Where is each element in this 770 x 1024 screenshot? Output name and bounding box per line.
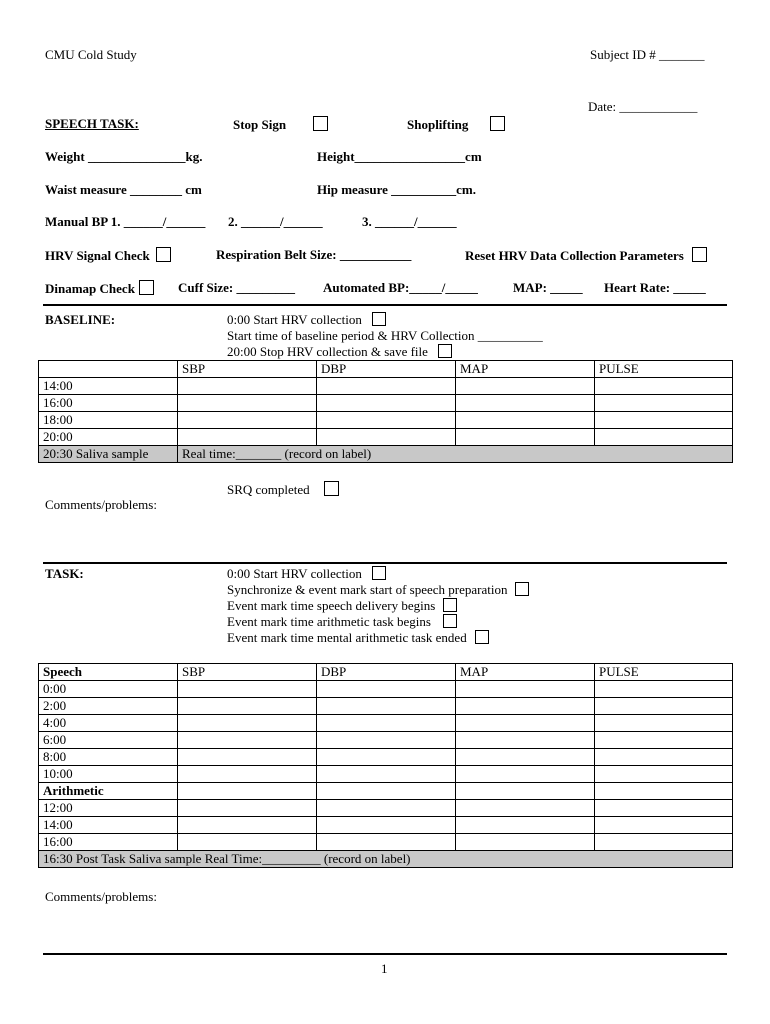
task-step-sync-label: Synchronize & event mark start of speech preparation bbox=[227, 582, 508, 597]
map-cell[interactable] bbox=[456, 783, 595, 800]
baseline-step-start bbox=[227, 312, 386, 328]
baseline-comments-label: Comments/problems: bbox=[45, 497, 157, 512]
table-header-row bbox=[39, 664, 733, 681]
task-sync-checkbox[interactable] bbox=[515, 582, 529, 596]
table-row bbox=[39, 732, 733, 749]
time-cell: 14:00 bbox=[39, 378, 178, 395]
pulse-cell[interactable] bbox=[595, 378, 733, 395]
table-row bbox=[39, 681, 733, 698]
time-cell: 14:00 bbox=[39, 817, 178, 834]
map-cell[interactable] bbox=[456, 681, 595, 698]
srq-checkbox[interactable] bbox=[324, 481, 339, 496]
dbp-cell[interactable] bbox=[317, 378, 456, 395]
dbp-cell[interactable] bbox=[317, 681, 456, 698]
pulse-cell[interactable] bbox=[595, 834, 733, 851]
baseline-stop-checkbox[interactable] bbox=[438, 344, 452, 358]
arithmetic-label: Arithmetic bbox=[39, 783, 178, 800]
stop-sign-label: Stop Sign bbox=[233, 117, 287, 132]
sbp-cell[interactable] bbox=[178, 800, 317, 817]
task-step-delivery-label: Event mark time speech delivery begins bbox=[227, 598, 436, 613]
table-row bbox=[39, 800, 733, 817]
table-header-cell: SBP bbox=[178, 361, 317, 378]
sbp-cell[interactable] bbox=[178, 834, 317, 851]
table-header-cell: MAP bbox=[456, 664, 595, 681]
sbp-cell[interactable] bbox=[178, 732, 317, 749]
pulse-cell[interactable] bbox=[595, 766, 733, 783]
section-divider bbox=[43, 562, 727, 564]
time-cell: 10:00 bbox=[39, 766, 178, 783]
arithmetic-header-row bbox=[39, 783, 733, 800]
section-divider bbox=[43, 304, 727, 306]
pulse-cell[interactable] bbox=[595, 783, 733, 800]
baseline-step-start-time[interactable]: Start time of baseline period & HRV Collection __________ bbox=[227, 328, 543, 343]
stop-sign-option bbox=[233, 116, 328, 133]
map-field[interactable]: MAP: _____ bbox=[513, 280, 583, 295]
table-row bbox=[39, 817, 733, 834]
dbp-cell[interactable] bbox=[317, 698, 456, 715]
manual-bp-3-field[interactable]: 3. ______/______ bbox=[362, 214, 457, 229]
dbp-cell[interactable] bbox=[317, 715, 456, 732]
sbp-cell[interactable] bbox=[178, 395, 317, 412]
table-header-cell: DBP bbox=[317, 664, 456, 681]
dbp-cell[interactable] bbox=[317, 766, 456, 783]
table-row bbox=[39, 698, 733, 715]
map-cell[interactable] bbox=[456, 698, 595, 715]
pulse-cell[interactable] bbox=[595, 749, 733, 766]
map-cell[interactable] bbox=[456, 715, 595, 732]
task-label: TASK: bbox=[45, 566, 84, 581]
weight-field[interactable]: Weight _______________kg. bbox=[45, 149, 203, 164]
shoplifting-checkbox[interactable] bbox=[490, 116, 505, 131]
saliva-time-field[interactable]: Real time:_______ (record on label) bbox=[178, 446, 733, 463]
task-delivery-checkbox[interactable] bbox=[443, 598, 457, 612]
task-table bbox=[38, 663, 733, 868]
dinamap-option bbox=[45, 280, 154, 297]
sbp-cell[interactable] bbox=[178, 783, 317, 800]
task-step-start-label: 0:00 Start HRV collection bbox=[227, 566, 362, 581]
task-step-arith-begin bbox=[227, 614, 457, 630]
table-header-cell: PULSE bbox=[595, 664, 733, 681]
time-cell: 18:00 bbox=[39, 412, 178, 429]
sbp-cell[interactable] bbox=[178, 749, 317, 766]
baseline-table bbox=[38, 360, 733, 463]
task-step-arith-end-label: Event mark time mental arithmetic task ended bbox=[227, 630, 467, 645]
time-cell: 6:00 bbox=[39, 732, 178, 749]
pulse-cell[interactable] bbox=[595, 800, 733, 817]
sbp-cell[interactable] bbox=[178, 766, 317, 783]
sbp-cell[interactable] bbox=[178, 378, 317, 395]
saliva-row bbox=[39, 446, 733, 463]
table-header-cell: DBP bbox=[317, 361, 456, 378]
shoplifting-label: Shoplifting bbox=[407, 117, 469, 132]
cuff-size-field[interactable]: Cuff Size: _________ bbox=[178, 280, 295, 295]
table-header-cell bbox=[39, 361, 178, 378]
table-row bbox=[39, 378, 733, 395]
map-cell[interactable] bbox=[456, 817, 595, 834]
time-cell: 20:00 bbox=[39, 429, 178, 446]
task-start-checkbox[interactable] bbox=[372, 566, 386, 580]
saliva-label: 20:30 Saliva sample bbox=[39, 446, 178, 463]
pulse-cell[interactable] bbox=[595, 732, 733, 749]
table-row bbox=[39, 715, 733, 732]
map-cell[interactable] bbox=[456, 412, 595, 429]
sbp-cell[interactable] bbox=[178, 429, 317, 446]
time-cell: 4:00 bbox=[39, 715, 178, 732]
table-row bbox=[39, 429, 733, 446]
task-comments-label: Comments/problems: bbox=[45, 889, 157, 904]
hrv-check-checkbox[interactable] bbox=[156, 247, 171, 262]
map-cell[interactable] bbox=[456, 395, 595, 412]
hip-field[interactable]: Hip measure __________cm. bbox=[317, 182, 476, 197]
dbp-cell[interactable] bbox=[317, 429, 456, 446]
dbp-cell[interactable] bbox=[317, 749, 456, 766]
resp-belt-field[interactable]: Respiration Belt Size: ___________ bbox=[216, 247, 412, 262]
map-cell[interactable] bbox=[456, 800, 595, 817]
baseline-label: BASELINE: bbox=[45, 312, 116, 327]
pulse-cell[interactable] bbox=[595, 395, 733, 412]
task-step-arith-end bbox=[227, 630, 489, 646]
reset-hrv-checkbox[interactable] bbox=[692, 247, 707, 262]
reset-hrv-label: Reset HRV Data Collection Parameters bbox=[465, 248, 684, 263]
dbp-cell[interactable] bbox=[317, 800, 456, 817]
time-cell: 16:00 bbox=[39, 834, 178, 851]
time-cell: 8:00 bbox=[39, 749, 178, 766]
task-step-start bbox=[227, 566, 386, 582]
shoplifting-option bbox=[407, 116, 505, 133]
dinamap-label: Dinamap Check bbox=[45, 281, 135, 296]
time-cell: 0:00 bbox=[39, 681, 178, 698]
date-field[interactable]: Date: ____________ bbox=[588, 99, 698, 114]
dbp-cell[interactable] bbox=[317, 783, 456, 800]
map-cell[interactable] bbox=[456, 766, 595, 783]
heart-rate-field[interactable]: Heart Rate: _____ bbox=[604, 280, 706, 295]
dbp-cell[interactable] bbox=[317, 732, 456, 749]
table-header-cell: SBP bbox=[178, 664, 317, 681]
height-field[interactable]: Height_________________cm bbox=[317, 149, 482, 164]
map-cell[interactable] bbox=[456, 429, 595, 446]
task-step-sync bbox=[227, 582, 529, 598]
table-row bbox=[39, 834, 733, 851]
hrv-check-option bbox=[45, 247, 171, 264]
footer-divider bbox=[43, 953, 727, 955]
pulse-cell[interactable] bbox=[595, 681, 733, 698]
srq-label: SRQ completed bbox=[227, 482, 310, 497]
stop-sign-checkbox[interactable] bbox=[313, 116, 328, 131]
pulse-cell[interactable] bbox=[595, 817, 733, 834]
table-header-cell: MAP bbox=[456, 361, 595, 378]
pulse-cell[interactable] bbox=[595, 429, 733, 446]
sbp-cell[interactable] bbox=[178, 817, 317, 834]
pulse-cell[interactable] bbox=[595, 698, 733, 715]
table-header-row bbox=[39, 361, 733, 378]
baseline-step-stop-label: 20:00 Stop HRV collection & save file bbox=[227, 344, 428, 359]
dbp-cell[interactable] bbox=[317, 817, 456, 834]
table-header-cell: Speech bbox=[39, 664, 178, 681]
dbp-cell[interactable] bbox=[317, 412, 456, 429]
task-arith-begin-checkbox[interactable] bbox=[443, 614, 457, 628]
table-row bbox=[39, 766, 733, 783]
map-cell[interactable] bbox=[456, 378, 595, 395]
task-step-delivery bbox=[227, 598, 457, 614]
map-cell[interactable] bbox=[456, 732, 595, 749]
hrv-check-label: HRV Signal Check bbox=[45, 248, 150, 263]
baseline-step-stop bbox=[227, 344, 452, 360]
pulse-cell[interactable] bbox=[595, 412, 733, 429]
manual-bp-1-field[interactable]: Manual BP 1. ______/______ bbox=[45, 214, 206, 229]
baseline-start-checkbox[interactable] bbox=[372, 312, 386, 326]
automated-bp-field[interactable]: Automated BP:_____/_____ bbox=[323, 280, 478, 295]
table-row bbox=[39, 412, 733, 429]
time-cell: 16:00 bbox=[39, 395, 178, 412]
map-cell[interactable] bbox=[456, 834, 595, 851]
sbp-cell[interactable] bbox=[178, 698, 317, 715]
table-row bbox=[39, 395, 733, 412]
reset-hrv-option bbox=[465, 247, 707, 264]
study-title: CMU Cold Study bbox=[45, 47, 137, 62]
dbp-cell[interactable] bbox=[317, 395, 456, 412]
map-cell[interactable] bbox=[456, 749, 595, 766]
pulse-cell[interactable] bbox=[595, 715, 733, 732]
task-step-arith-begin-label: Event mark time arithmetic task begins bbox=[227, 614, 431, 629]
sbp-cell[interactable] bbox=[178, 412, 317, 429]
table-header-cell: PULSE bbox=[595, 361, 733, 378]
dbp-cell[interactable] bbox=[317, 834, 456, 851]
baseline-step-start-label: 0:00 Start HRV collection bbox=[227, 312, 362, 327]
subject-id-field[interactable]: Subject ID # _______ bbox=[590, 47, 705, 62]
post-saliva-field[interactable]: 16:30 Post Task Saliva sample Real Time:_________ (record on label) bbox=[39, 851, 733, 868]
speech-task-label: SPEECH TASK: bbox=[45, 116, 139, 131]
post-saliva-row bbox=[39, 851, 733, 868]
time-cell: 12:00 bbox=[39, 800, 178, 817]
sbp-cell[interactable] bbox=[178, 715, 317, 732]
time-cell: 2:00 bbox=[39, 698, 178, 715]
table-row bbox=[39, 749, 733, 766]
sbp-cell[interactable] bbox=[178, 681, 317, 698]
waist-field[interactable]: Waist measure ________ cm bbox=[45, 182, 202, 197]
dinamap-checkbox[interactable] bbox=[139, 280, 154, 295]
manual-bp-2-field[interactable]: 2. ______/______ bbox=[228, 214, 323, 229]
page-number: 1 bbox=[381, 961, 388, 976]
srq-option bbox=[227, 481, 339, 498]
task-arith-end-checkbox[interactable] bbox=[475, 630, 489, 644]
